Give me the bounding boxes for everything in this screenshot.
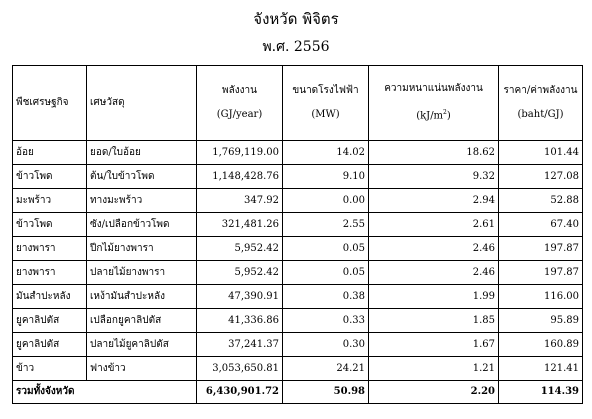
density-unit-post: ): [446, 110, 451, 122]
cell-price: 127.08: [499, 165, 583, 189]
table-row: [13, 261, 583, 285]
cell-plant: 0.33: [283, 309, 369, 333]
table-row: [13, 189, 583, 213]
cell-energy: 347.92: [197, 189, 283, 213]
cell-energy: 1,148,428.76: [197, 165, 283, 189]
header-energy-label: พลังงาน: [222, 85, 257, 96]
cell-plant: 0.05: [283, 237, 369, 261]
density-unit-sup: 2: [443, 109, 447, 117]
table-row: [13, 309, 583, 333]
density-unit-pre: (kJ/m: [416, 110, 444, 122]
cell-crop: มะพร้าว: [13, 189, 87, 213]
cell-price: 52.88: [499, 189, 583, 213]
header-price-unit: (baht/GJ): [517, 109, 564, 120]
header-plant-label: ขนาดโรงไฟฟ้า: [292, 85, 359, 96]
cell-density: 18.62: [369, 141, 499, 165]
page-subtitle: พ.ศ. 2556: [262, 39, 330, 55]
header-crop: พืชเศรษฐกิจ: [13, 66, 87, 141]
cell-crop: ยางพารา: [13, 261, 87, 285]
cell-plant: 0.30: [283, 333, 369, 357]
cell-plant: 0.38: [283, 285, 369, 309]
table-row: [13, 333, 583, 357]
table-row: [13, 213, 583, 237]
header-plant-unit: (MW): [311, 109, 340, 120]
cell-density: 1.21: [369, 357, 499, 381]
cell-crop: ข้าว: [13, 357, 87, 381]
cell-crop: ยูคาลิปตัส: [13, 333, 87, 357]
cell-crop: ข้าวโพด: [13, 165, 87, 189]
header-density-unit: [372, 107, 495, 122]
cell-energy: 41,336.86: [197, 309, 283, 333]
cell-crop: ยางพารา: [13, 237, 87, 261]
cell-material: ปีกไม้ยางพารา: [87, 237, 197, 261]
header-material: เศษวัสดุ: [87, 66, 197, 141]
cell-material: เปลือกยูคาลิปตัส: [87, 309, 197, 333]
cell-material: ฟางข้าว: [87, 357, 197, 381]
cell-plant: 0.05: [283, 261, 369, 285]
cell-energy: 5,952.42: [197, 261, 283, 285]
cell-plant: 24.21: [283, 357, 369, 381]
table-row: [13, 357, 583, 381]
cell-energy: 5,952.42: [197, 237, 283, 261]
table-header-row: [13, 66, 583, 141]
table-row: [13, 141, 583, 165]
header-density: [369, 66, 499, 141]
total-label: รวมทั้งจังหวัด: [13, 381, 197, 404]
cell-crop: ยูคาลิปตัส: [13, 309, 87, 333]
cell-energy: 1,769,119.00: [197, 141, 283, 165]
cell-crop: อ้อย: [13, 141, 87, 165]
cell-density: 1.99: [369, 285, 499, 309]
header-energy-unit: (GJ/year): [216, 109, 263, 120]
cell-plant: 14.02: [283, 141, 369, 165]
total-plant: 50.98: [283, 381, 369, 404]
header-energy: [197, 66, 283, 141]
header-density-label: ความหนาแน่นพลังงาน: [384, 83, 483, 95]
cell-energy: 321,481.26: [197, 213, 283, 237]
cell-price: 121.41: [499, 357, 583, 381]
cell-material: เหง้ามันสำปะหลัง: [87, 285, 197, 309]
cell-material: ต้น/ใบข้าวโพด: [87, 165, 197, 189]
cell-density: 2.94: [369, 189, 499, 213]
total-density: 2.20: [369, 381, 499, 404]
total-energy: 6,430,901.72: [197, 381, 283, 404]
total-price: 114.39: [499, 381, 583, 404]
cell-density: 9.32: [369, 165, 499, 189]
cell-material: ซัง/เปลือกข้าวโพด: [87, 213, 197, 237]
cell-energy: 37,241.37: [197, 333, 283, 357]
table-row: [13, 237, 583, 261]
cell-density: 2.46: [369, 261, 499, 285]
cell-plant: 0.00: [283, 189, 369, 213]
cell-density: 1.85: [369, 309, 499, 333]
cell-plant: 9.10: [283, 165, 369, 189]
header-plant: [283, 66, 369, 141]
cell-crop: มันสำปะหลัง: [13, 285, 87, 309]
cell-material: ปลายไม้ยูคาลิปตัส: [87, 333, 197, 357]
header-price-label: ราคา/ค่าพลังงาน: [503, 85, 578, 96]
cell-density: 1.67: [369, 333, 499, 357]
cell-price: 95.89: [499, 309, 583, 333]
page-title: จังหวัด พิจิตร: [253, 10, 339, 28]
cell-material: ยอด/ใบอ้อย: [87, 141, 197, 165]
cell-price: 197.87: [499, 237, 583, 261]
cell-energy: 47,390.91: [197, 285, 283, 309]
cell-price: 101.44: [499, 141, 583, 165]
table-row: [13, 165, 583, 189]
energy-table: [12, 65, 583, 404]
cell-crop: ข้าวโพด: [13, 213, 87, 237]
cell-energy: 3,053,650.81: [197, 357, 283, 381]
total-row: [13, 381, 583, 404]
table-row: [13, 285, 583, 309]
cell-material: ปลายไม้ยางพารา: [87, 261, 197, 285]
cell-price: 160.89: [499, 333, 583, 357]
cell-material: ทางมะพร้าว: [87, 189, 197, 213]
table-body: [13, 141, 583, 404]
header-price: [499, 66, 583, 141]
cell-price: 197.87: [499, 261, 583, 285]
cell-density: 2.61: [369, 213, 499, 237]
cell-density: 2.46: [369, 237, 499, 261]
cell-price: 116.00: [499, 285, 583, 309]
cell-plant: 2.55: [283, 213, 369, 237]
cell-price: 67.40: [499, 213, 583, 237]
